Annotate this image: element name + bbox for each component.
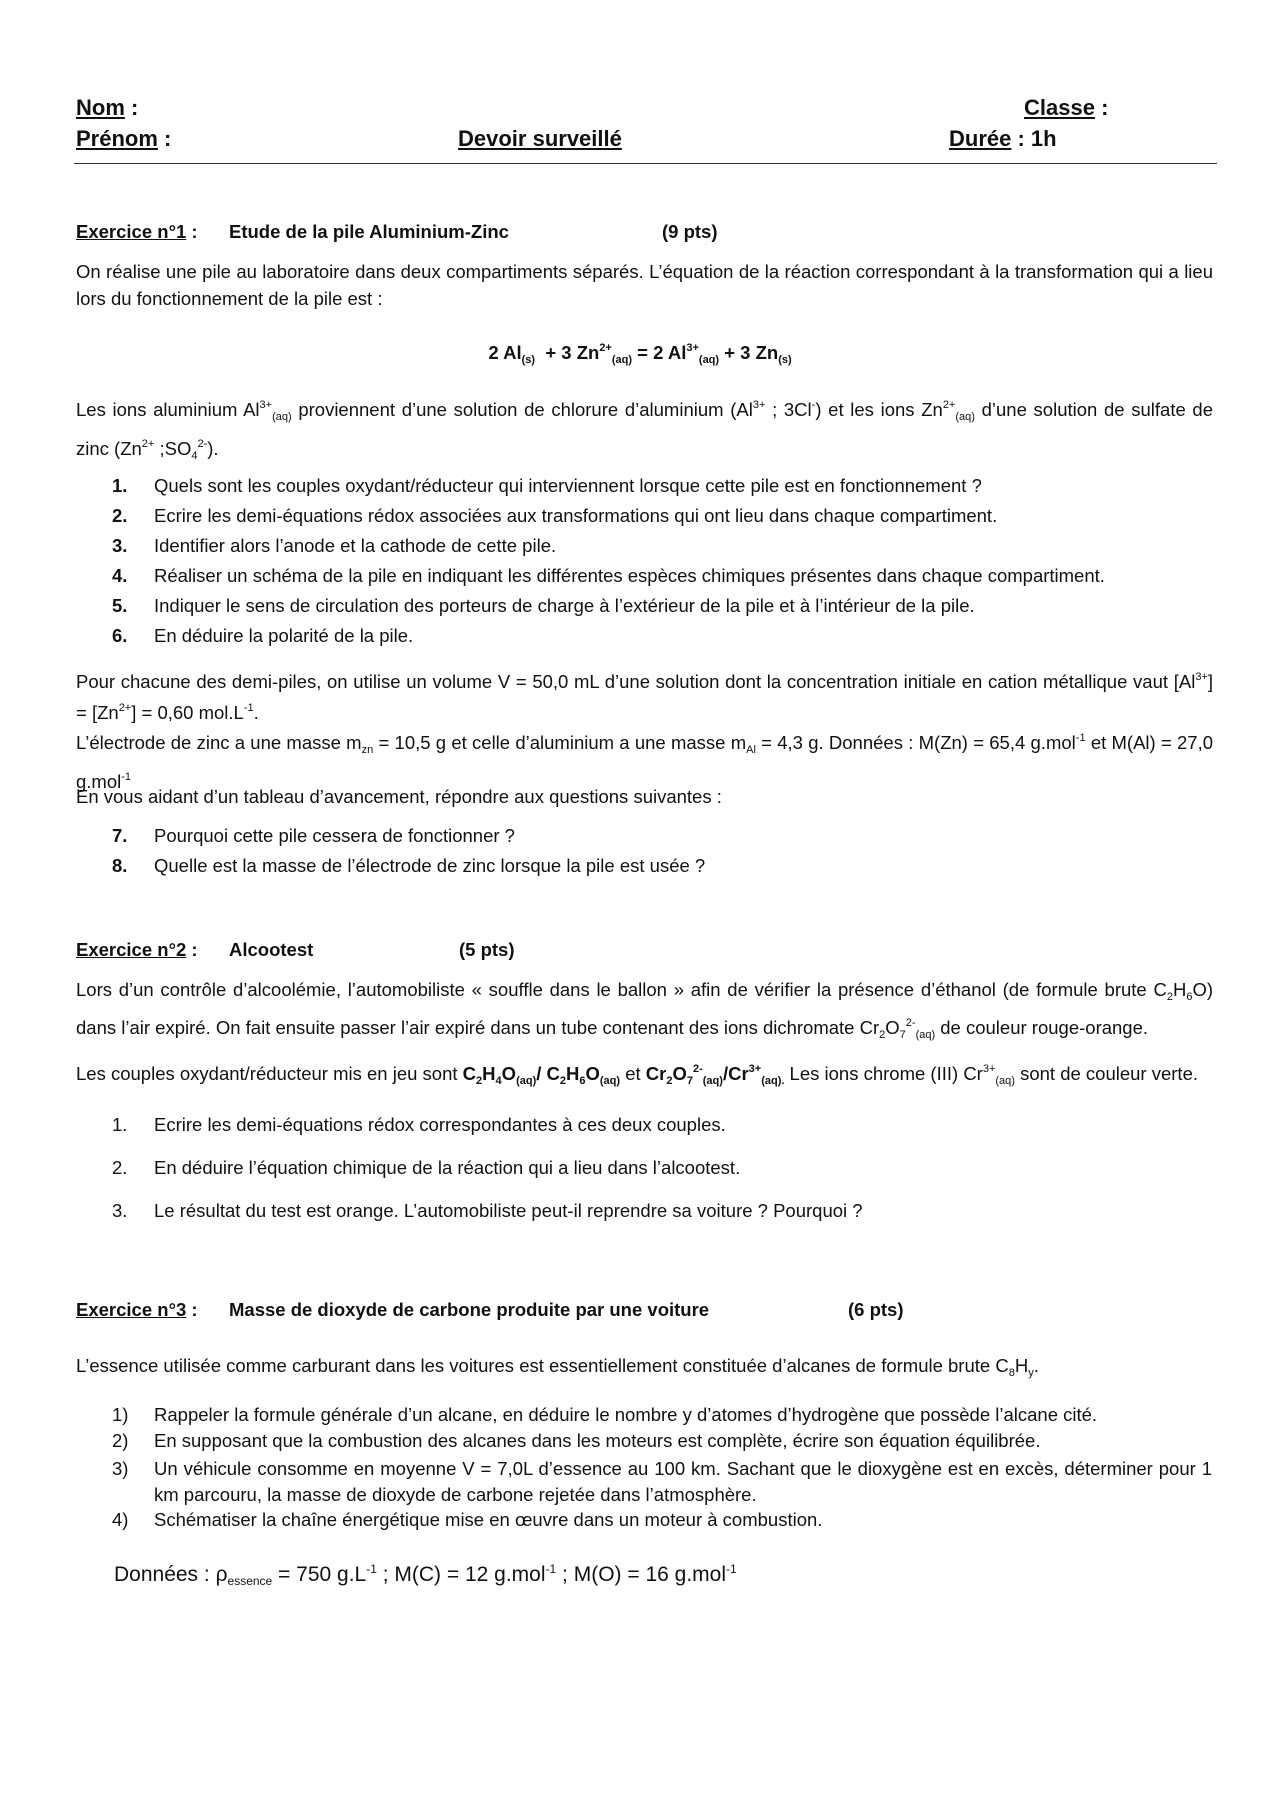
prenom-field: Prénom :	[76, 126, 172, 151]
ex1-electrode-data: L’électrode de zinc a une masse $m_{zn} = 10,5$ g et celle d’aluminium a une masse $m_{Al} = 4,3$ g. Données : M(Zn) = 65,4 g.mol$^{-1}$ et M(Al) = 27,0 g.mol$^{-1}$	[76, 732, 1214, 792]
classe-field: Classe :	[1024, 95, 1109, 120]
ex2-couples: Les couples oxydant/réducteur mis en jeu sont $C_2H_4O_{(aq)}/$ $C_2H_6O_{(aq)}$ et $Cr_2O_7^{2-}_{(aq)}/Cr^{3+}_{(aq).}$ Les ions chrome (III) $Cr^{3+}_{(aq)}$ sont de couleur verte.	[76, 1063, 1199, 1087]
ex2-heading: Exercice n°2 :	[76, 939, 198, 960]
ex3-question-1: 1) Rappeler la formule générale d’un alcane, en déduire le nombre y d’atomes d’hydrogène que possède l’alcane cité.	[112, 1404, 1098, 1425]
ex2-question-1: 1. Ecrire les demi-équations rédox correspondantes à ces deux couples.	[112, 1114, 726, 1135]
page-title: Devoir surveillé	[458, 126, 622, 151]
ex3-points: (6 pts)	[848, 1299, 904, 1320]
ex3-question-2: 2) En supposant que la combustion des alcanes dans les moteurs est complète, écrire son équation équilibrée.	[112, 1430, 1041, 1451]
ex1-question-1: 1. Quels sont les couples oxydant/réducteur qui interviennent lorsque cette pile est en fonctionnement ?	[112, 475, 982, 496]
classe-label: Classe	[1024, 95, 1095, 120]
duree-value: 1h	[1030, 126, 1057, 151]
ex1-question-8: 8. Quelle est la masse de l’électrode de zinc lorsque la pile est usée ?	[112, 855, 706, 876]
ex1-question-4: 4. Réaliser un schéma de la pile en indiquant les différentes espèces chimiques présentes dans chaque compartiment.	[112, 565, 1105, 586]
ex1-points: (9 pts)	[662, 221, 718, 242]
ex3-heading: Exercice n°3 :	[76, 1299, 198, 1320]
ex1-heading: Exercice n°1 :	[76, 221, 198, 242]
ex3-label: Exercice n°3	[76, 1299, 187, 1320]
prenom-label: Prénom	[76, 126, 158, 151]
ex1-question-7: 7. Pourquoi cette pile cessera de fonctionner ?	[112, 825, 515, 846]
nom-field: Nom :	[76, 95, 139, 120]
ex1-equation: 2 $Al_{(s)} + 3$ $Zn^{2+}_{(aq)} = 2$ $Al^{3+}_{(aq)} + 3$ $Zn_{(s)}$	[488, 342, 792, 366]
ex3-question-4: 4) Schématiser la chaîne énergétique mise en œuvre dans un moteur à combustion.	[112, 1509, 823, 1530]
ex2-title: Alcootest	[229, 939, 314, 960]
ex2-label: Exercice n°2	[76, 939, 187, 960]
ex2-question-3: 3. Le résultat du test est orange. L’automobiliste peut-il reprendre sa voiture ? Pourquoi ?	[112, 1200, 863, 1221]
ex1-title: Etude de la pile Aluminium-Zinc	[229, 221, 509, 242]
ex1-question-3: 3. Identifier alors l’anode et la cathode de cette pile.	[112, 535, 557, 556]
ex1-question-5: 5. Indiquer le sens de circulation des porteurs de charge à l’extérieur de la pile et à l’intérieur de la pile.	[112, 595, 975, 616]
ex1-conditions: Pour chacune des demi-piles, on utilise un volume V = 50,0 mL d’une solution dont la concentration initiale en cation métallique vaut $[Al^{3+}] = [Zn^{2+}] = 0,60$ $mol.L^{-1}$.	[76, 671, 1213, 723]
duree-label: Durée	[949, 126, 1012, 151]
ex1-tableau-intro: En vous aidant d’un tableau d’avancement, répondre aux questions suivantes :	[76, 786, 722, 807]
ex3-title: Masse de dioxyde de carbone produite par une voiture	[229, 1299, 710, 1320]
ex2-intro: Lors d’un contrôle d’alcoolémie, l’automobiliste « souffle dans le ballon » afin de vérifier la présence d’éthanol (de formule brute $C_2H_6O$) dans l’air expiré. On fait ensuite passer l’air expiré dans un tube contenant des ions dichromate $Cr_2O_7^{2-}_{(aq)}$ de couleur rouge-orange.	[76, 979, 1213, 1041]
ex2-points: (5 pts)	[459, 939, 515, 960]
header-divider	[74, 163, 1217, 164]
ex1-question-6: 6. En déduire la polarité de la pile.	[112, 625, 414, 646]
ex1-question-2: 2. Ecrire les demi-équations rédox associées aux transformations qui ont lieu dans chaque compartiment.	[112, 505, 998, 526]
nom-label: Nom	[76, 95, 125, 120]
ex3-intro: L’essence utilisée comme carburant dans les voitures est essentiellement constituée d’alcanes de formule brute $C_8H_y$.	[76, 1355, 1039, 1379]
ex3-donnees: Données : $\rho_{essence} = 750$ $g.L^{-1}$ ; M(C) = 12 g.mol$^{-1}$ ; M(O) = 16 g.mol$^{-1}$	[114, 1562, 737, 1588]
ex3-question-3: 3) Un véhicule consomme en moyenne V = 7,0L d’essence au 100 km. Sachant que le dioxygène est en excès, déterminer pour 1 km parcouru, la masse de dioxyde de carbone rejetée dans l’atmosphère.	[112, 1458, 1212, 1505]
ex1-intro: On réalise une pile au laboratoire dans deux compartiments séparés. L’équation de la réaction correspondant à la transformation qui a lieu lors du fonctionnement de la pile est :	[76, 261, 1213, 309]
duree-field: Durée : 1h	[949, 126, 1057, 151]
ex1-ions-text: Les ions aluminium $Al^{3+}_{(aq)}$ proviennent d’une solution de chlorure d’aluminium ($Al^{3+}$ ; 3Cl-) et les ions $Zn^{2+}_{(aq)}$ d’une solution de sulfate de zinc ($Zn^{2+}$ $;SO_4^{2-}$).	[76, 399, 1213, 462]
ex2-question-2: 2. En déduire l’équation chimique de la réaction qui a lieu dans l’alcootest.	[112, 1157, 741, 1178]
ex1-label: Exercice n°1	[76, 221, 187, 242]
